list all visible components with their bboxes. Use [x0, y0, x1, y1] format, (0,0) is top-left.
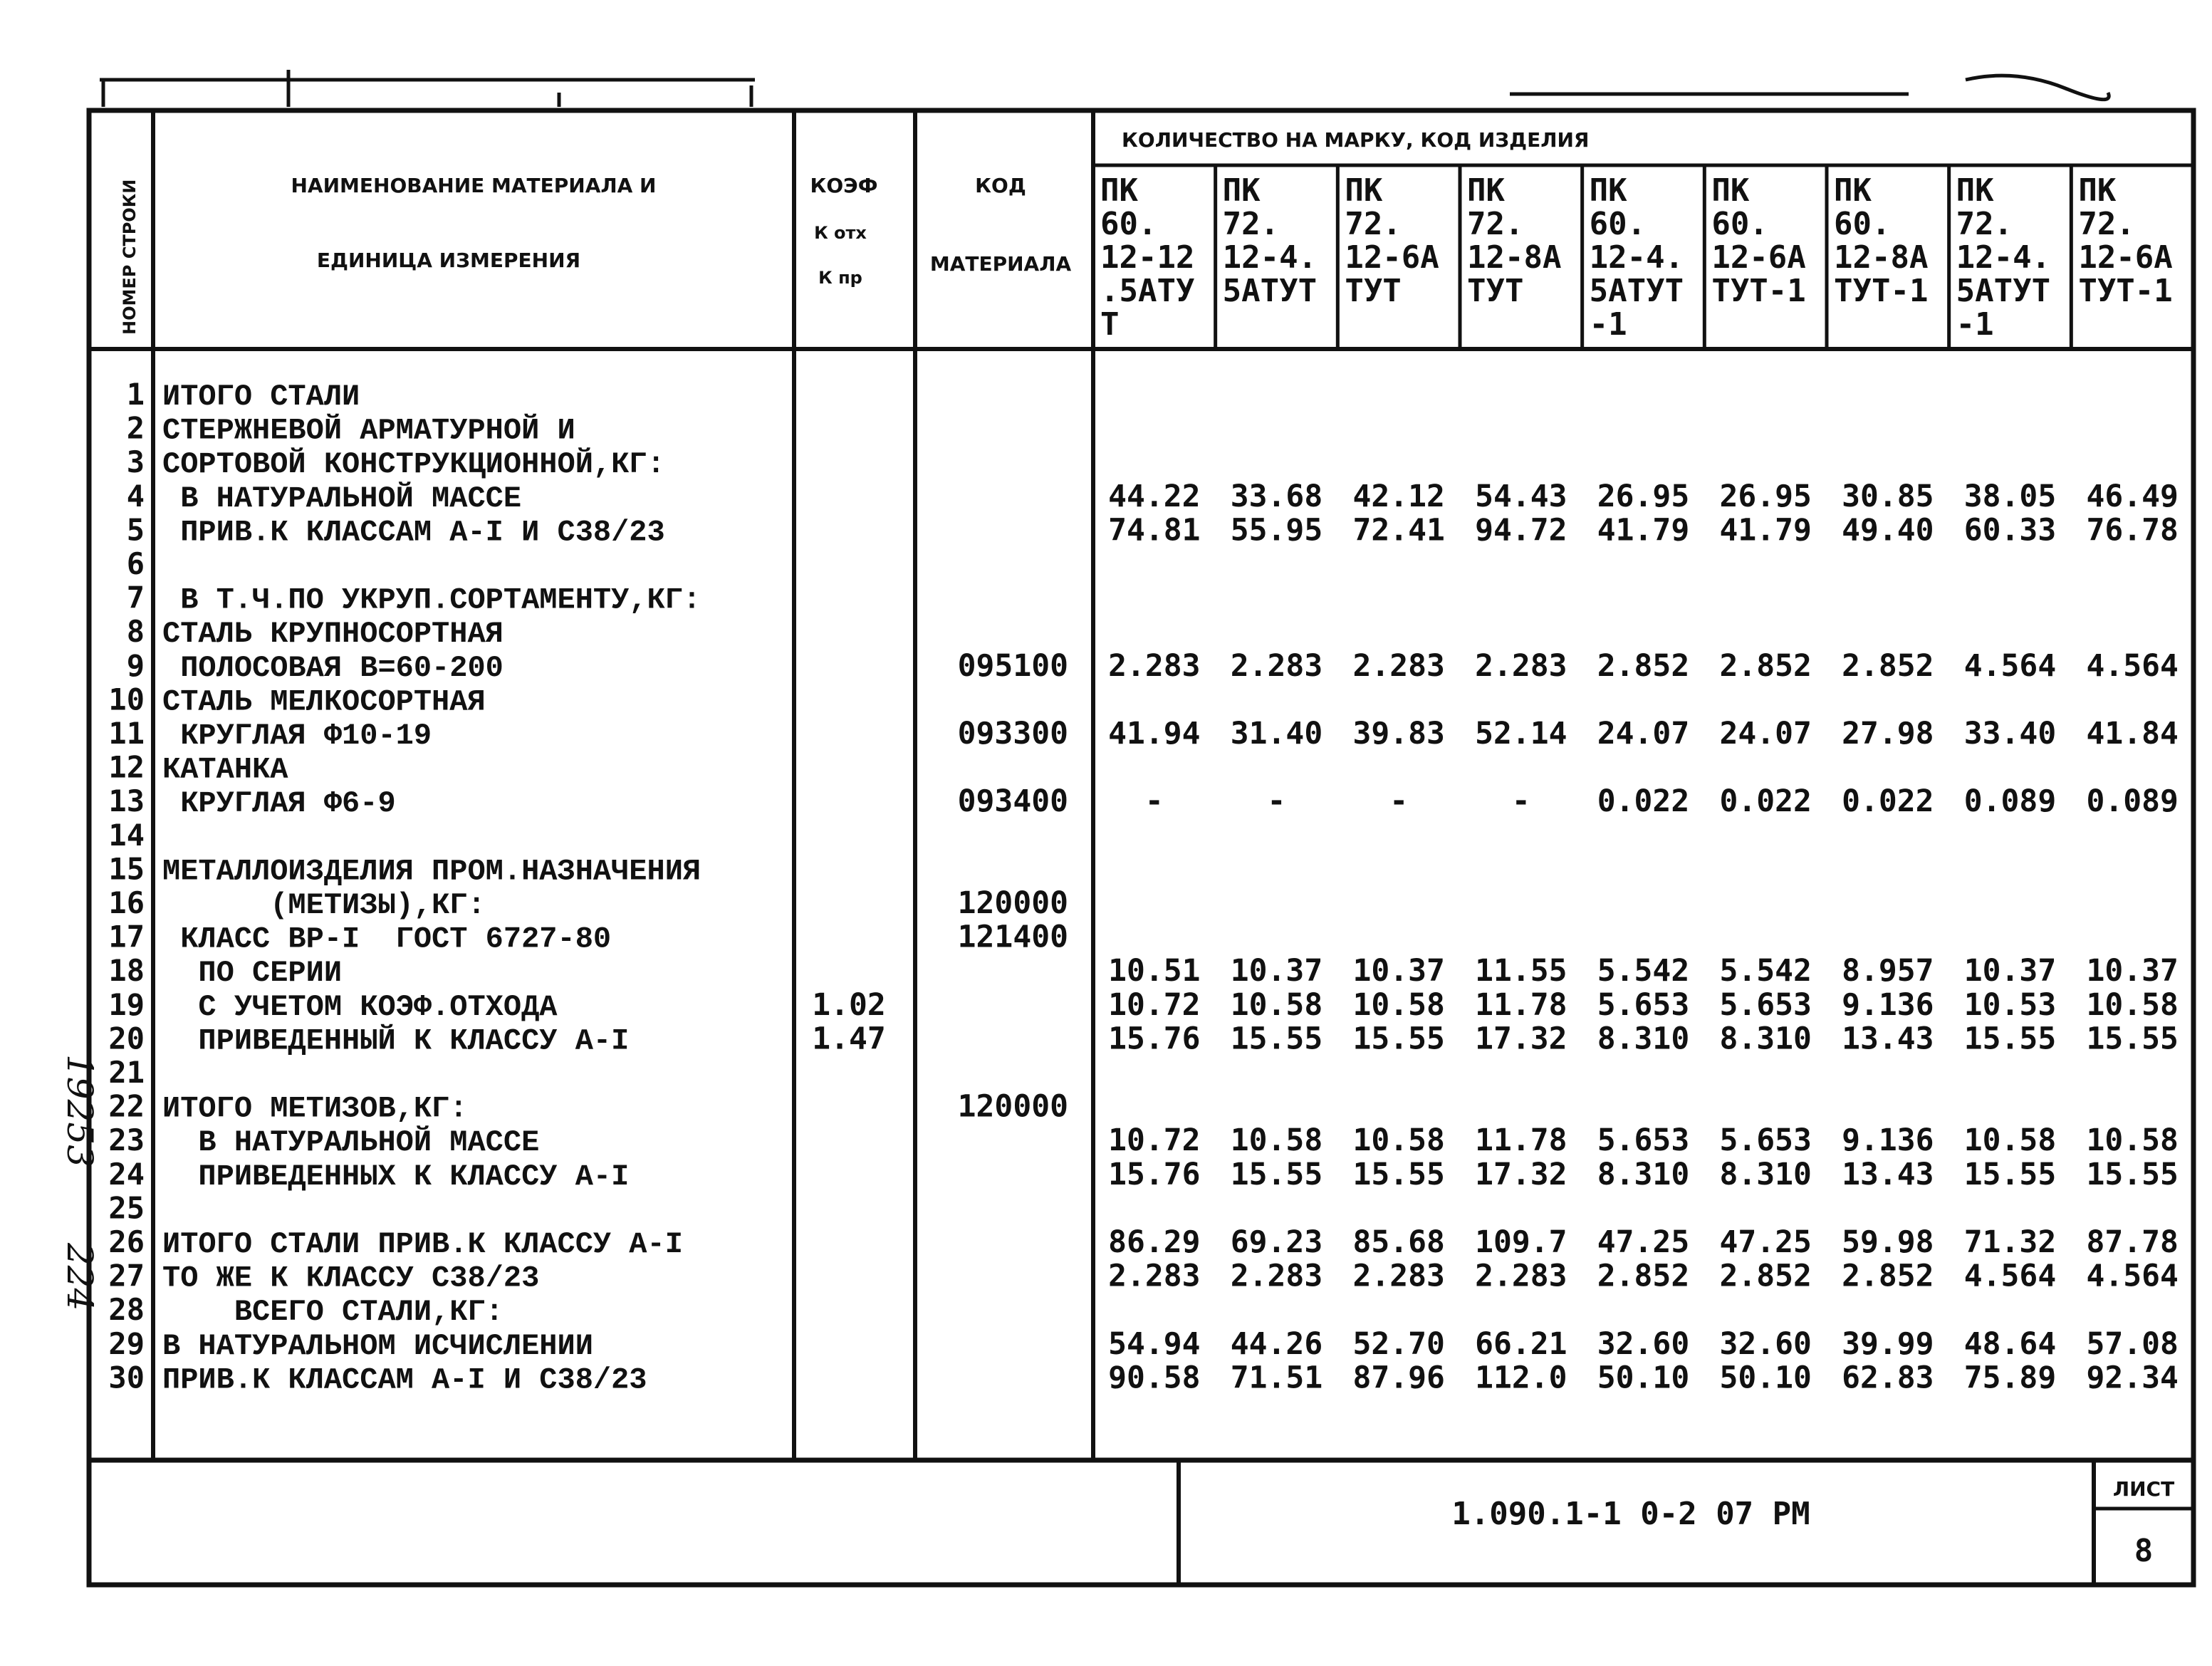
header-quantity-title: КОЛИЧЕСТВО НА МАРКУ, КОД ИЗДЕЛИЯ — [1122, 128, 1590, 152]
table-row — [127, 546, 145, 581]
row-number: 29 — [108, 1326, 145, 1361]
row-number: 21 — [108, 1055, 145, 1090]
table-row — [127, 512, 2179, 549]
mark-header-line: 12-12 — [1100, 239, 1195, 276]
row-quantity-value: 42.12 — [1352, 478, 1445, 514]
mark-header-line: 72. — [1345, 206, 1402, 242]
margin-number-1: 19253 — [59, 1054, 100, 1168]
table-row — [127, 444, 665, 481]
row-quantity-value: 48.64 — [1963, 1326, 2057, 1362]
table-row — [108, 1021, 2178, 1058]
row-quantity-value: 15.55 — [1352, 1021, 1445, 1057]
row-quantity-value: 33.40 — [1963, 716, 2057, 751]
row-quantity-value: 10.58 — [2086, 986, 2179, 1023]
row-quantity-value: 13.43 — [1842, 1156, 1934, 1192]
row-quantity-value: 10.58 — [2086, 1123, 2179, 1159]
row-quantity-value: 4.564 — [1963, 1258, 2057, 1294]
mark-header-line: 12-6А — [1345, 239, 1439, 276]
row-quantity-value: 10.37 — [1963, 953, 2057, 989]
row-material-name: КРУГЛАЯ Ф10-19 — [162, 719, 432, 753]
row-quantity-value: 31.40 — [1230, 716, 1323, 751]
row-quantity-value: 87.96 — [1352, 1360, 1445, 1396]
mark-header-line: 72. — [2078, 206, 2135, 242]
row-quantity-value: 2.283 — [1230, 647, 1323, 684]
row-quantity-value: 54.43 — [1475, 478, 1567, 514]
table-row — [108, 716, 2178, 753]
mark-header-line: ПК — [1345, 172, 1383, 209]
row-number: 26 — [108, 1224, 145, 1259]
row-number: 2 — [126, 410, 145, 446]
row-quantity-value: 10.58 — [1352, 986, 1445, 1023]
mark-header-line: ТУТ-1 — [2078, 273, 2173, 309]
row-number: 23 — [108, 1123, 145, 1158]
mark-header-line: 5АТУТ — [1956, 273, 2051, 309]
row-number: 8 — [126, 614, 145, 650]
mark-header-line: 60. — [1100, 206, 1157, 242]
row-quantity-value: 52.14 — [1475, 716, 1567, 751]
row-quantity-value: 76.78 — [2086, 512, 2179, 548]
row-quantity-value: 11.78 — [1475, 1123, 1567, 1159]
row-number: 7 — [126, 580, 145, 615]
row-quantity-value: 30.85 — [1842, 478, 1934, 514]
row-material-name: ПОЛОСОВАЯ В=60-200 — [162, 650, 504, 685]
row-number: 15 — [108, 851, 145, 887]
row-quantity-value: 41.79 — [1719, 512, 1812, 548]
row-quantity-value: 109.7 — [1475, 1224, 1567, 1260]
mark-header-line: ПК — [2078, 172, 2117, 209]
row-quantity-value: 9.136 — [1842, 986, 1934, 1023]
row-quantity-value: 87.78 — [2086, 1224, 2179, 1260]
row-material-name: ИТОГО МЕТИЗОВ,КГ: — [162, 1091, 468, 1126]
row-quantity-value: 10.51 — [1108, 953, 1201, 989]
row-number: 27 — [108, 1258, 145, 1293]
row-quantity-value: 5.653 — [1719, 1123, 1812, 1159]
mark-header-line: ПК — [1589, 172, 1627, 209]
row-quantity-value: 8.310 — [1597, 1156, 1690, 1192]
row-number: 12 — [108, 749, 145, 785]
table-row — [108, 1292, 503, 1329]
row-quantity-value: 2.852 — [1719, 1258, 1812, 1294]
row-material-name: В НАТУРАЛЬНОЙ МАССЕ — [162, 481, 522, 516]
mark-header-line: ТУТ-1 — [1711, 273, 1806, 309]
header-coef-line1: КОЭФ — [810, 174, 878, 197]
table-row — [127, 648, 2179, 685]
row-quantity-value: 26.95 — [1597, 478, 1690, 514]
row-number: 20 — [108, 1021, 145, 1056]
table-row — [108, 1157, 2178, 1194]
row-material-name: ПРИВЕДЕННЫЙ К КЛАССУ А-I — [162, 1024, 630, 1058]
row-quantity-value: 55.95 — [1230, 512, 1323, 548]
mark-header-line: 5АТУТ — [1222, 273, 1318, 309]
row-quantity-value: - — [1511, 783, 1530, 820]
row-quantity-value: 66.21 — [1475, 1326, 1567, 1362]
row-quantity-value: 10.58 — [1230, 986, 1323, 1023]
row-material-name: СТЕРЖНЕВОЙ АРМАТУРНОЙ И — [162, 413, 575, 448]
row-quantity-value: 5.542 — [1597, 953, 1690, 989]
row-quantity-value: 92.34 — [2086, 1360, 2179, 1396]
header-code-line2: МАТЕРИАЛА — [929, 252, 1072, 276]
table-row — [108, 1224, 2178, 1261]
row-number: 22 — [108, 1088, 145, 1124]
table-row — [108, 1190, 145, 1225]
row-quantity-value: 15.76 — [1108, 1021, 1201, 1057]
mark-header-line: 72. — [1956, 206, 2013, 242]
row-quantity-value: 2.852 — [1842, 647, 1934, 684]
mark-header-line: 12-6А — [1711, 239, 1806, 276]
row-quantity-value: 2.283 — [1230, 1258, 1323, 1294]
mark-header-line: Т — [1100, 306, 1120, 343]
row-material-name: КАТАНКА — [162, 752, 288, 787]
row-material-code: 120000 — [957, 885, 1068, 921]
row-quantity-value: - — [1144, 783, 1164, 820]
row-material-code: 121400 — [957, 919, 1068, 955]
row-quantity-value: 11.78 — [1475, 986, 1567, 1023]
row-material-name: ИТОГО СТАЛИ ПРИВ.К КЛАССУ А-I — [162, 1227, 683, 1261]
row-quantity-value: 15.55 — [2086, 1021, 2179, 1057]
row-quantity-value: 15.55 — [1963, 1156, 2057, 1192]
row-quantity-value: 5.653 — [1597, 986, 1690, 1023]
row-material-name: (МЕТИЗЫ),КГ: — [162, 888, 486, 922]
row-material-name: ПРИВ.К КЛАССАМ А-I И С38/23 — [162, 1363, 647, 1397]
row-quantity-value: 59.98 — [1842, 1224, 1934, 1260]
table-row — [108, 1055, 145, 1090]
row-quantity-value: 27.98 — [1842, 716, 1934, 751]
row-quantity-value: 112.0 — [1475, 1360, 1567, 1396]
row-quantity-value: 2.283 — [1108, 1258, 1201, 1294]
mark-header-line: 12-8А — [1467, 239, 1562, 276]
mark-header-line: ПК — [1834, 172, 1872, 209]
row-quantity-value: 57.08 — [2086, 1326, 2179, 1362]
row-number: 4 — [126, 478, 145, 514]
row-coefficient: 1.47 — [812, 1021, 886, 1057]
row-quantity-value: 2.852 — [1597, 1258, 1690, 1294]
row-number: 11 — [108, 716, 145, 751]
row-number: 24 — [108, 1156, 145, 1192]
mark-header-line: ТУТ — [1467, 273, 1524, 309]
header-coef-line3: К пр — [818, 268, 862, 288]
row-material-name: ИТОГО СТАЛИ — [162, 380, 360, 414]
row-quantity-value: 0.022 — [1842, 783, 1934, 820]
row-number: 6 — [126, 546, 145, 581]
row-quantity-value: 13.43 — [1842, 1021, 1934, 1057]
row-quantity-value: 72.41 — [1352, 512, 1445, 548]
mark-header-line: -1 — [1589, 306, 1627, 343]
row-quantity-value: 90.58 — [1108, 1360, 1201, 1396]
mark-header-line: .5АТУ — [1100, 273, 1195, 309]
mark-header-line: 12-4. — [1956, 239, 2051, 276]
row-quantity-value: 49.40 — [1842, 512, 1934, 548]
row-quantity-value: 10.72 — [1108, 1123, 1201, 1159]
row-quantity-value: 2.852 — [1597, 647, 1690, 684]
row-quantity-value: 41.94 — [1108, 716, 1201, 751]
row-quantity-value: 2.283 — [1475, 647, 1567, 684]
mark-header-line: ТУТ — [1345, 273, 1402, 309]
row-quantity-value: 8.310 — [1719, 1156, 1812, 1192]
row-quantity-value: 2.283 — [1475, 1258, 1567, 1294]
row-quantity-value: 2.283 — [1352, 1258, 1445, 1294]
row-number: 28 — [108, 1292, 145, 1328]
table-row — [127, 411, 575, 448]
row-material-name: ПО СЕРИИ — [162, 956, 343, 991]
mark-header-line: 72. — [1467, 206, 1524, 242]
row-number: 14 — [108, 817, 145, 853]
row-quantity-value: 50.10 — [1719, 1360, 1812, 1396]
row-material-name: СОРТОВОЙ КОНСТРУКЦИОННОЙ,КГ: — [162, 447, 665, 482]
table-row — [127, 614, 504, 651]
row-quantity-value: 17.32 — [1475, 1156, 1567, 1192]
row-number: 18 — [108, 953, 145, 989]
row-material-name: СТАЛЬ КРУПНОСОРТНАЯ — [162, 617, 504, 652]
row-material-name: В НАТУРАЛЬНОЙ МАССЕ — [162, 1125, 540, 1160]
row-quantity-value: 74.81 — [1108, 512, 1201, 548]
table-row — [108, 750, 288, 787]
table-row — [108, 851, 701, 888]
row-number: 3 — [126, 444, 145, 480]
mark-header-line: ПК — [1956, 172, 1994, 209]
row-quantity-value: 52.70 — [1352, 1326, 1445, 1362]
row-number: 13 — [108, 783, 145, 819]
header-code-line1: КОД — [975, 174, 1026, 197]
row-material-name: ПРИВЕДЕННЫХ К КЛАССУ А-I — [162, 1159, 630, 1194]
sheet-number: 8 — [2134, 1533, 2154, 1569]
mark-header-line: 12-4. — [1222, 239, 1318, 276]
row-material-code: 093400 — [957, 783, 1068, 820]
row-quantity-value: 54.94 — [1108, 1326, 1201, 1362]
mark-header-line: 72. — [1222, 206, 1280, 242]
mark-header-line: 12-8А — [1834, 239, 1929, 276]
row-quantity-value: 8.310 — [1597, 1021, 1690, 1057]
row-quantity-value: 32.60 — [1597, 1326, 1690, 1362]
row-quantity-value: 44.22 — [1108, 478, 1201, 514]
row-quantity-value: 10.37 — [1352, 953, 1445, 989]
row-quantity-value: 62.83 — [1842, 1360, 1934, 1396]
mark-header-line: ПК — [1100, 172, 1138, 209]
row-quantity-value: 0.089 — [1963, 783, 2057, 820]
row-number: 10 — [108, 682, 145, 717]
row-quantity-value: 2.852 — [1842, 1258, 1934, 1294]
row-material-name: ТО ЖЕ К КЛАССУ С38/23 — [162, 1261, 540, 1296]
row-quantity-value: 69.23 — [1230, 1224, 1323, 1260]
table-row — [108, 1259, 2178, 1296]
table-row — [108, 1360, 2178, 1397]
header-coef-line2: К отх — [814, 223, 867, 243]
table-row — [127, 479, 2179, 516]
row-material-code: 093300 — [957, 716, 1068, 751]
row-number: 1 — [126, 377, 145, 412]
header-row-number: НОМЕР СТРОКИ — [120, 179, 140, 335]
row-material-name: МЕТАЛЛОИЗДЕЛИЯ ПРОМ.НАЗНАЧЕНИЯ — [162, 854, 701, 889]
row-quantity-value: 11.55 — [1475, 953, 1567, 989]
row-number: 30 — [108, 1360, 145, 1395]
row-quantity-value: 71.32 — [1963, 1224, 2057, 1260]
row-quantity-value: 86.29 — [1108, 1224, 1201, 1260]
row-material-name: ВСЕГО СТАЛИ,КГ: — [162, 1295, 504, 1330]
mark-header-line: 5АТУТ — [1589, 273, 1684, 309]
table-row — [127, 581, 701, 618]
row-quantity-value: 24.07 — [1719, 716, 1812, 751]
row-quantity-value: 10.37 — [2086, 953, 2179, 989]
row-quantity-value: 8.957 — [1842, 953, 1934, 989]
margin-number-2: 224 — [59, 1243, 100, 1311]
row-number: 9 — [126, 647, 145, 683]
document-code: 1.090.1-1 0-2 07 РМ — [1451, 1496, 1810, 1532]
row-quantity-value: 0.022 — [1597, 783, 1690, 820]
header-name-line2: ЕДИНИЦА ИЗМЕРЕНИЯ — [316, 249, 581, 272]
row-quantity-value: 4.564 — [1963, 647, 2057, 684]
row-quantity-value: 15.55 — [1230, 1156, 1323, 1192]
row-quantity-value: 15.55 — [1352, 1156, 1445, 1192]
row-material-name: КРУГЛАЯ Ф6-9 — [162, 786, 396, 821]
row-quantity-value: 50.10 — [1597, 1360, 1690, 1396]
row-quantity-value: 24.07 — [1597, 716, 1690, 751]
row-material-name: С УЧЕТОМ КОЭФ.ОТХОДА — [162, 989, 558, 1024]
row-quantity-value: 5.653 — [1719, 986, 1812, 1023]
row-quantity-value: 44.26 — [1230, 1326, 1323, 1362]
row-coefficient: 1.02 — [812, 986, 886, 1023]
row-quantity-value: 46.49 — [2086, 478, 2179, 514]
row-quantity-value: 39.83 — [1352, 716, 1445, 751]
mark-header-line: ПК — [1467, 172, 1505, 209]
row-quantity-value: 94.72 — [1475, 512, 1567, 548]
table-row — [108, 1123, 2178, 1160]
row-quantity-value: 4.564 — [2086, 647, 2179, 684]
header-name-line1: НАИМЕНОВАНИЕ МАТЕРИАЛА И — [291, 174, 657, 197]
mark-header-line: ТУТ-1 — [1834, 273, 1929, 309]
row-material-name: СТАЛЬ МЕЛКОСОРТНАЯ — [162, 684, 486, 719]
mark-header-line: 12-4. — [1589, 239, 1684, 276]
row-quantity-value: - — [1267, 783, 1286, 820]
row-quantity-value: 2.283 — [1108, 647, 1201, 684]
row-quantity-value: 41.79 — [1597, 512, 1690, 548]
row-quantity-value: 85.68 — [1352, 1224, 1445, 1260]
mark-header-line: ПК — [1711, 172, 1750, 209]
row-quantity-value: 10.37 — [1230, 953, 1323, 989]
row-quantity-value: 32.60 — [1719, 1326, 1812, 1362]
row-number: 17 — [108, 919, 145, 954]
mark-header-line: 12-6А — [2078, 239, 2173, 276]
table-row — [108, 1326, 2178, 1363]
row-quantity-value: 10.72 — [1108, 986, 1201, 1023]
row-quantity-value: 5.653 — [1597, 1123, 1690, 1159]
row-quantity-value: 10.58 — [1352, 1123, 1445, 1159]
row-quantity-value: 5.542 — [1719, 953, 1812, 989]
row-quantity-value: 0.022 — [1719, 783, 1812, 820]
row-quantity-value: 60.33 — [1963, 512, 2057, 548]
row-quantity-value: 8.310 — [1719, 1021, 1812, 1057]
row-material-name: В Т.Ч.ПО УКРУП.СОРТАМЕНТУ,КГ: — [162, 583, 701, 618]
table-row — [108, 818, 145, 853]
row-number: 5 — [126, 512, 145, 548]
row-quantity-value: 26.95 — [1719, 478, 1812, 514]
row-quantity-value: 10.58 — [1963, 1123, 2057, 1159]
mark-header-line: -1 — [1956, 306, 1994, 343]
row-quantity-value: 39.99 — [1842, 1326, 1934, 1362]
sheet-label: ЛИСТ — [2112, 1477, 2175, 1501]
row-quantity-value: 38.05 — [1963, 478, 2057, 514]
row-material-code: 095100 — [957, 647, 1068, 684]
row-quantity-value: 10.53 — [1963, 986, 2057, 1023]
row-number: 16 — [108, 885, 145, 920]
mark-header-line: 60. — [1589, 206, 1647, 242]
row-quantity-value: 15.55 — [2086, 1156, 2179, 1192]
row-quantity-value: 41.84 — [2086, 716, 2179, 751]
row-number: 25 — [108, 1190, 145, 1226]
row-quantity-value: 47.25 — [1719, 1224, 1812, 1260]
row-quantity-value: 71.51 — [1230, 1360, 1323, 1396]
row-quantity-value: 2.283 — [1352, 647, 1445, 684]
row-material-code: 120000 — [957, 1088, 1068, 1125]
row-material-name: ПРИВ.К КЛАССАМ А-I И С38/23 — [162, 515, 665, 550]
row-quantity-value: 47.25 — [1597, 1224, 1690, 1260]
table-row — [108, 987, 2178, 1024]
mark-header-line: 60. — [1834, 206, 1891, 242]
row-number: 19 — [108, 986, 145, 1022]
row-quantity-value: 15.55 — [1230, 1021, 1323, 1057]
row-quantity-value: 17.32 — [1475, 1021, 1567, 1057]
table-row — [108, 682, 485, 719]
row-quantity-value: 0.089 — [2086, 783, 2179, 820]
mark-header-line: 60. — [1711, 206, 1768, 242]
row-quantity-value: 15.76 — [1108, 1156, 1201, 1192]
row-quantity-value: 9.136 — [1842, 1123, 1934, 1159]
mark-header-line: ПК — [1222, 172, 1261, 209]
row-quantity-value: 4.564 — [2086, 1258, 2179, 1294]
row-quantity-value: 15.55 — [1963, 1021, 2057, 1057]
row-material-name: КЛАСС ВР-I ГОСТ 6727-80 — [162, 922, 612, 957]
row-material-name: В НАТУРАЛЬНОМ ИСЧИСЛЕНИИ — [162, 1328, 593, 1363]
row-quantity-value: 10.58 — [1230, 1123, 1323, 1159]
row-quantity-value: - — [1389, 783, 1409, 820]
row-quantity-value: 2.852 — [1719, 647, 1812, 684]
row-quantity-value: 75.89 — [1963, 1360, 2057, 1396]
row-quantity-value: 33.68 — [1230, 478, 1323, 514]
